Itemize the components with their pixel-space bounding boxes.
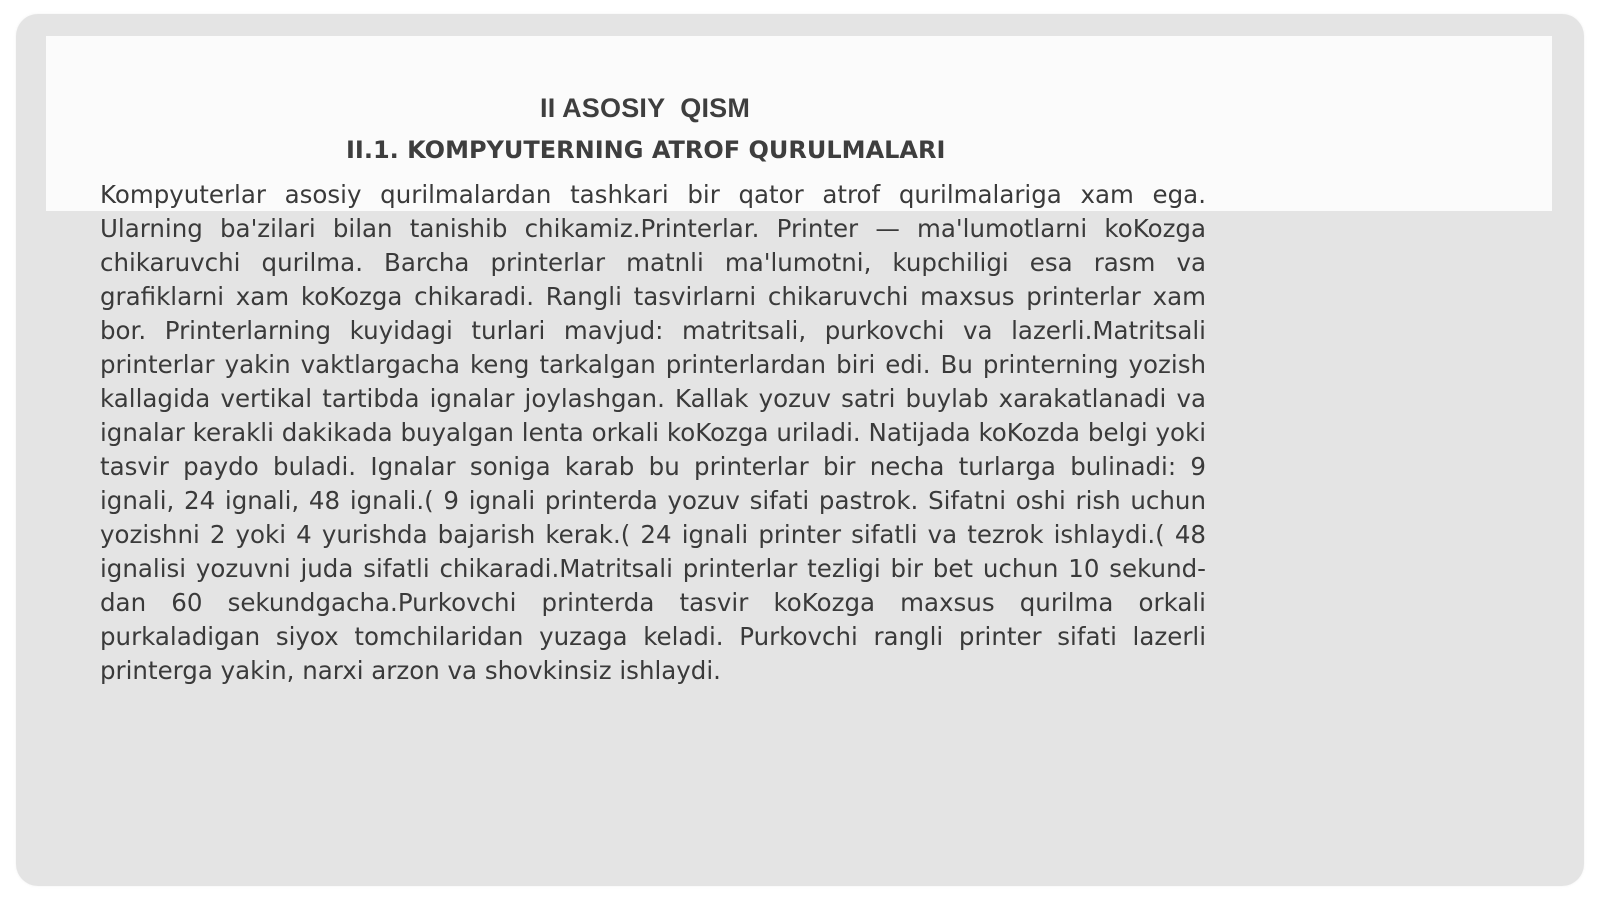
- subtitle-number: II.1.: [346, 136, 399, 164]
- slide-subtitle: [346, 136, 945, 164]
- subtitle-text: KOMPYUTERNING ATROF QURULMALARI: [398, 136, 946, 164]
- slide-title: II ASOSIY QISM: [540, 93, 751, 123]
- body-paragraph: Kompyuterlar asosiy qurilmalardan tashkari bir qator atrof qurilmalariga xam ega. Ularning ba'zilari bilan tanishib chikamiz.Printerlar. Printer — ma'lumotlarni koKozga chikaruvchi qurilma. Barcha printerlar matnli ma'lumotni, kupchiligi esa rasm va grafiklarni xam koKozga chikaradi. Rangli tasvirlarni chikaruvchi maxsus printerlar xam bor. Printerlarning kuyidagi turlari mavjud: matritsali, purkovchi va lazerli.Matritsali printerlar yakin vaktlargacha keng tarkalgan printerlardan biri edi. Bu printerning yozish kallagida vertikal tartibda ignalar joylashgan. Kallak yozuv satri buylab xarakatlanadi va ignalar kerakli dakikada buyalgan lenta orkali koKozga uriladi. Natijada koKozda belgi yoki tasvir paydo buladi. Ignalar soniga karab bu printerlar bir necha turlarga bulinadi: 9 ignali, 24 ignali, 48 ignali.( 9 ignali printerda yozuv sifati pastrok. Sifatni oshi rish uchun yozishni 2 yoki 4 yurishda bajarish kerak.( 24 ignali printer sifatli va tezrok ishlaydi.( 48 ignalisi yozuvni juda sifatli chikaradi.Matritsali printerlar tezligi bir bet uchun 10 sekund-dan 60 sekundgacha.Purkovchi printerda tasvir koKozga maxsus qurilma orkali purkaladigan siyox tomchilaridan yuzaga keladi. Purkovchi rangli printer sifati lazerli printerga yakin, narxi arzon va shovkinsiz ishlaydi.: [100, 180, 1206, 685]
